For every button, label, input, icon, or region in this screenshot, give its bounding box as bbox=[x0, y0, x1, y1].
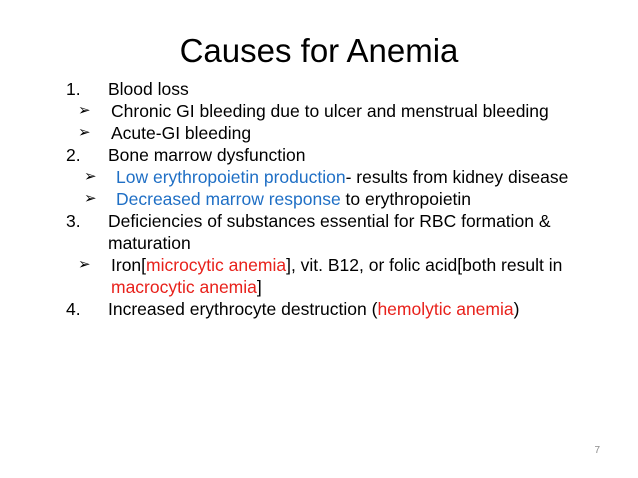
sub-item-text: ] bbox=[256, 277, 262, 297]
sub-item-text: Acute-GI bleeding bbox=[111, 123, 252, 143]
list-item-deficiencies bbox=[66, 210, 611, 254]
list-item-blood-loss bbox=[66, 78, 611, 100]
sub-item-low-erythropoietin bbox=[66, 166, 611, 188]
sub-item-text: - results from kidney disease bbox=[345, 167, 569, 187]
highlight-text: Decreased marrow response bbox=[116, 189, 341, 209]
highlight-text: macrocytic anemia bbox=[111, 277, 257, 297]
sub-item-text: ], vit. B12, or folic acid[both result in bbox=[286, 255, 563, 275]
arrow-bullet-icon: ➢ bbox=[78, 102, 91, 119]
list-item-text: Increased erythrocyte destruction ( bbox=[108, 299, 378, 319]
arrow-bullet-icon: ➢ bbox=[78, 256, 91, 273]
highlight-text: hemolytic anemia bbox=[377, 299, 514, 319]
slide-content bbox=[66, 78, 611, 320]
page-number: 7 bbox=[594, 445, 600, 456]
slide-title: Causes for Anemia bbox=[179, 32, 459, 69]
list-item-text: Bone marrow dysfunction bbox=[108, 145, 306, 165]
list-item-text: Blood loss bbox=[108, 79, 189, 99]
sub-item-acute-gi-bleeding bbox=[66, 122, 611, 144]
list-number: 4. bbox=[66, 299, 81, 319]
sub-item-text: Iron[ bbox=[111, 255, 147, 275]
list-number: 1. bbox=[66, 79, 81, 99]
list-number: 3. bbox=[66, 211, 81, 231]
sub-item-iron-b12-folic bbox=[66, 254, 611, 298]
list-item-erythrocyte-destruction bbox=[66, 298, 611, 320]
highlight-text: microcytic anemia bbox=[146, 255, 287, 275]
list-item-bone-marrow-dysfunction bbox=[66, 144, 611, 166]
list-number: 2. bbox=[66, 145, 81, 165]
arrow-bullet-icon: ➢ bbox=[84, 190, 97, 207]
sub-item-chronic-gi-bleeding bbox=[66, 100, 611, 122]
sub-item-text: Chronic GI bleeding due to ulcer and menstrual bleeding bbox=[111, 101, 549, 121]
arrow-bullet-icon: ➢ bbox=[78, 124, 91, 141]
arrow-bullet-icon: ➢ bbox=[84, 168, 97, 185]
sub-item-decreased-marrow-response bbox=[66, 188, 611, 210]
list-item-text: ) bbox=[513, 299, 520, 319]
sub-item-text: to erythropoietin bbox=[340, 189, 472, 209]
highlight-text: Low erythropoietin production bbox=[116, 167, 346, 187]
list-item-text: Deficiencies of substances essential for RBC formation & maturation bbox=[108, 211, 551, 253]
